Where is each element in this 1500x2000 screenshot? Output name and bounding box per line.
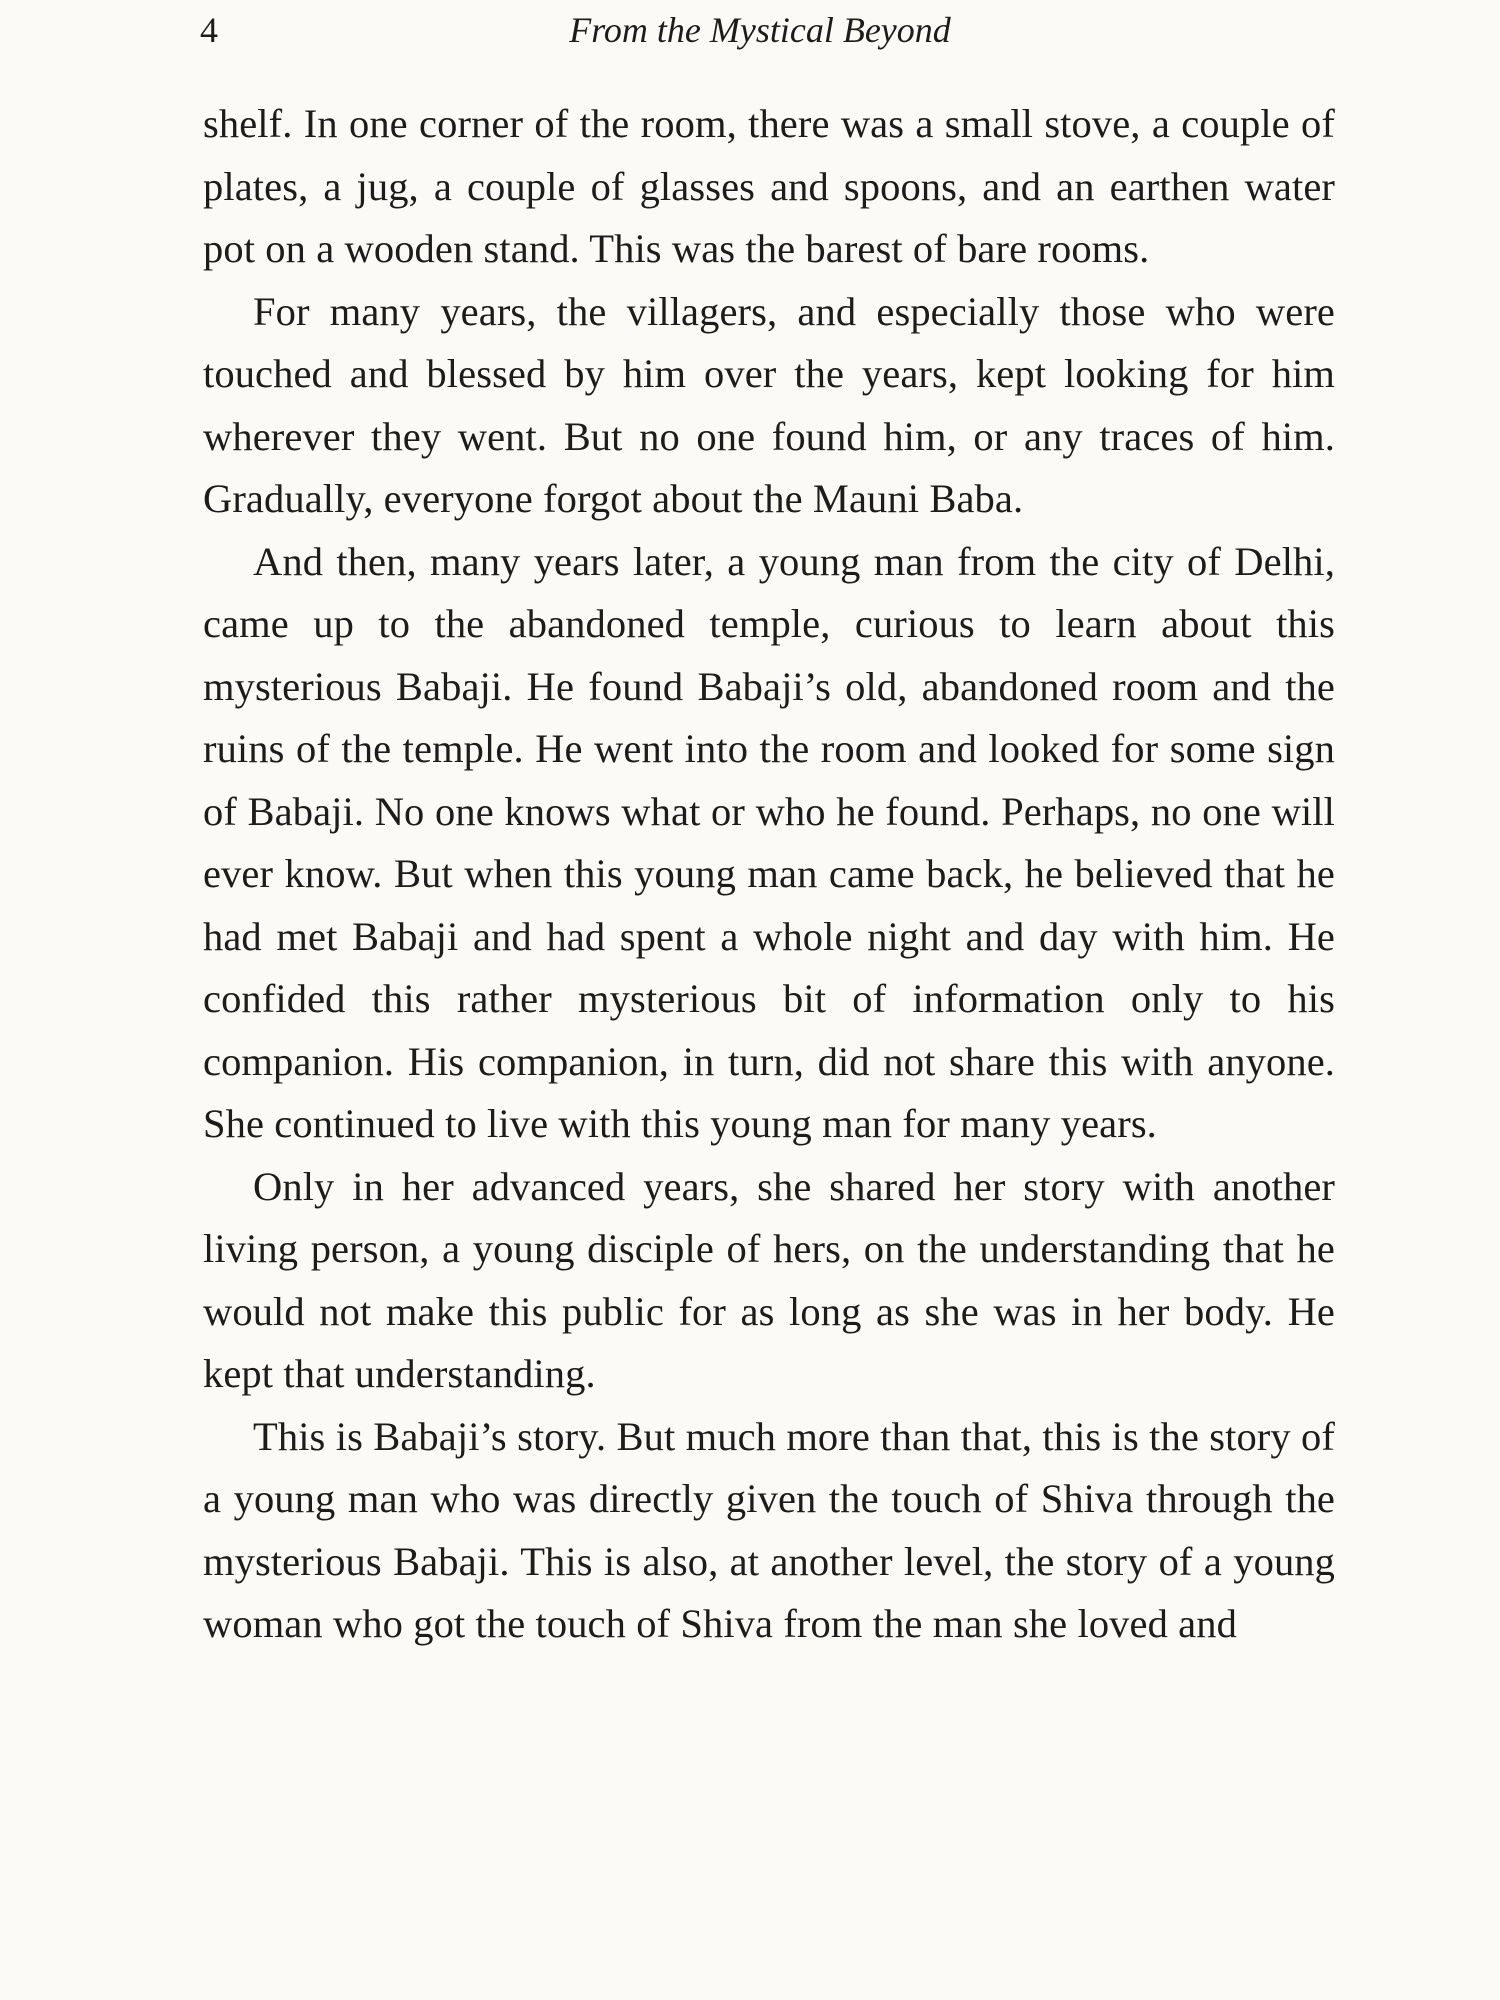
- paragraph-babajis-story: This is Babaji’s story. But much more than that, this is the story of a young man who was directly given the touch of Shiva through the mysterious Babaji. This is also, at another level, the story of a young woman who got the touch of Shiva from the man she loved and: [203, 1413, 1335, 1646]
- page-header: [200, 8, 1320, 52]
- running-title: From the Mystical Beyond: [569, 10, 951, 50]
- paragraph-villagers: For many years, the villagers, and especially those who were touched and blessed by him over the years, kept looking for him wherever they went. But no one found him, or any traces of him. Gradually, everyone forgot about the Mauni Baba.: [203, 288, 1335, 521]
- paragraph-advanced-years: Only in her advanced years, she shared her story with another living person, a young disciple of hers, on the understanding that he would not make this public for as long as she was in her body. He kept that understanding.: [203, 1163, 1335, 1396]
- paragraph-young-man: And then, many years later, a young man from the city of Delhi, came up to the abandoned temple, curious to learn about this mysterious Babaji. He found Babaji’s old, abandoned room and the ruins of the temple. He went into the room and looked for some sign of Babaji. No one knows what or who he found. Perhaps, no one will ever know. But when this young man came back, he believed that he had met Babaji and had spent a whole night and day with him. He confided this rather mysterious bit of information only to his companion. His companion, in turn, did not share this with anyone. She continued to live with this young man for many years.: [203, 538, 1335, 1146]
- body-text: [203, 93, 1335, 1656]
- paragraph-continuation: shelf. In one corner of the room, there was a small stove, a couple of plates, a jug, a couple of glasses and spoons, and an earthen water pot on a wooden stand. This was the barest of bare rooms.: [203, 101, 1335, 271]
- page-number: 4: [200, 10, 218, 50]
